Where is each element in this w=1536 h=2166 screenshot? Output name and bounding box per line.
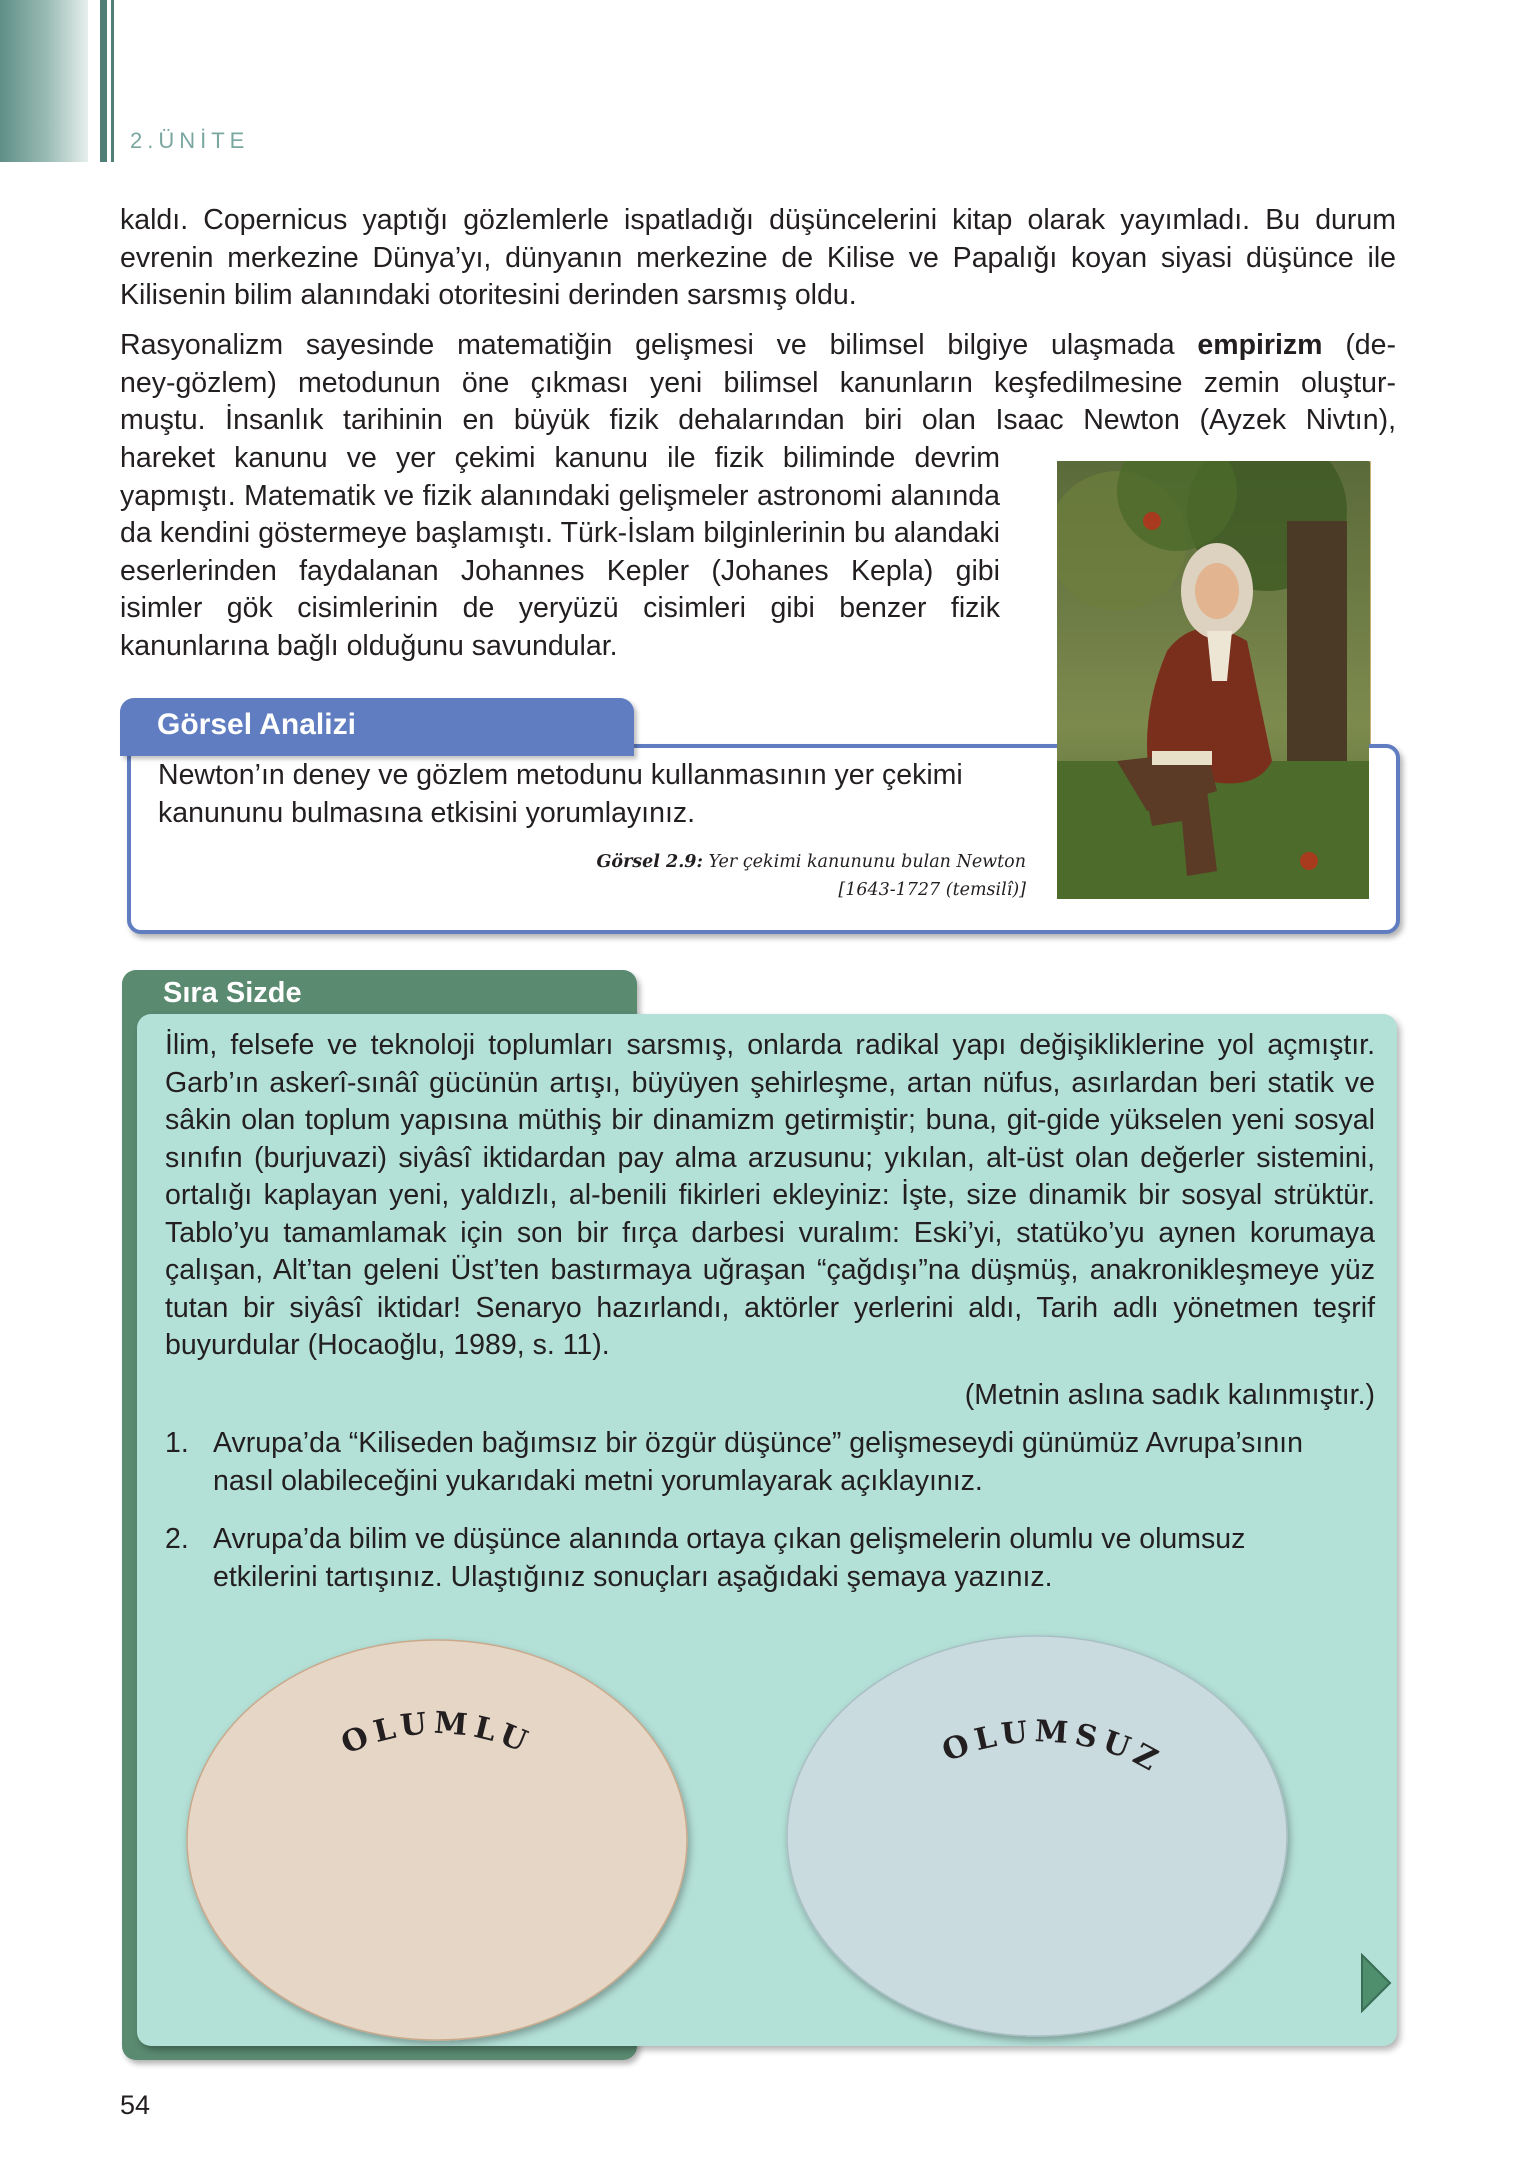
- visual-analysis-title: Görsel Analizi: [157, 708, 356, 741]
- paragraph-copernicus: kaldı. Copernicus yaptığı gözlemlerle ispatladığı düşüncelerini kitap olarak yayımladı. Bu durum evrenin merkezine Dünya’yı, dünyanın merkezine de Kilise ve Papalığı koyan siyasi düşünce ile Kilisenin bilim alanındaki otoritesini derinden sarsmış oldu.: [120, 204, 1396, 311]
- your-turn-title: Sıra Sizde: [163, 977, 302, 1009]
- visual-analysis-question: Newton’ın deney ve gözlem metodunu kullanmasının yer çekimi kanununu bulmasına etkisini yorumlayınız.: [158, 759, 963, 829]
- text-run: Rasyonalizm sayesinde matematiğin gelişmesi ve bilimsel bilgiye ulaşmada: [120, 329, 1175, 361]
- positive-oval[interactable]: [187, 1640, 687, 2040]
- page-number: 54: [120, 2090, 151, 2120]
- unit-label: 2.ÜNİTE: [130, 128, 250, 153]
- paragraph-newton: hareket kanunu ve yer çekimi kanunu ile fizik biliminde devrim yapmıştı. Matematik ve fizik alanındaki gelişmeler astronomi alanında da kendini göstermeye başlamıştı. Türk-İslam bilginlerinin bu alandaki eserlerinden faydalanan Johannes Kepler (Johanes Kepla) gibi isimler gök cisimlerinin de yeryüzü cisimleri gibi benzer fizik kanunlarına bağlı olduğunu savundular.: [120, 442, 1000, 662]
- paragraph-line: [120, 327, 1396, 365]
- question-number: 1.: [165, 1427, 189, 1459]
- your-turn-note: (Metnin aslına sadık kalınmıştır.): [964, 1379, 1375, 1411]
- header-bar: [100, 0, 107, 162]
- caption-label: Görsel 2.9:: [596, 852, 703, 872]
- paragraph-line: muştu. İnsanlık tarihinin en büyük fizik dehalarından biri olan Isaac Newton (Ayzek Nivtın),: [120, 404, 1396, 436]
- figure-caption: [560, 848, 1026, 904]
- caption-dates: [1643-1727 (temsilî)]: [838, 880, 1026, 900]
- paragraph-line: ney-gözlem) metodunun öne çıkması yeni bilimsel kanunların keşfedilmesine zemin oluştur-: [120, 366, 1396, 399]
- visual-analysis-tab: [120, 698, 634, 756]
- negative-label: OLUMSUZ: [937, 1714, 1169, 1782]
- paragraph-rationalism: [120, 327, 1396, 440]
- newton-illustration-overlay: [1057, 461, 1369, 899]
- keyword-empirizm: empirizm: [1197, 329, 1323, 361]
- question-text: Avrupa’da “Kiliseden bağımsız bir özgür düşünce” gelişmeseydi günümüz Avrupa’sının nasıl olabileceğini yukarıdaki metni yorumlayarak açıklayınız.: [213, 1427, 1303, 1497]
- question-number: 2.: [165, 1523, 189, 1555]
- negative-oval[interactable]: [787, 1636, 1287, 2036]
- caption-text: Yer çekimi kanununu bulan Newton: [708, 852, 1026, 872]
- text-run: (de-: [1322, 329, 1396, 361]
- positive-label: OLUMLU: [336, 1705, 538, 1762]
- caption-line: [560, 848, 1026, 876]
- question-text: Avrupa’da bilim ve düşünce alanında ortaya çıkan gelişmelerin olumlu ve olumsuz etkilerini tartışınız. Ulaştığınız sonuçları aşağıdaki şemaya yazınız.: [213, 1523, 1246, 1593]
- header-gradient-block: [0, 0, 88, 162]
- next-page-arrow-icon[interactable]: [1360, 1953, 1394, 2013]
- header-bar-thin: [111, 0, 114, 162]
- your-turn-quote: İlim, felsefe ve teknoloji toplumları sarsmış, onlarda radikal yapı değişikliklerine yol açmıştır. Garb’ın askerî-sınâî gücünün artışı, büyüyen şehirleşme, artan nüfus, asırlardan beri statik ve sâkin olan toplum yapısına müthiş bir dinamizm getirmiştir; buna, git-gide yükselen yeni sosyal sınıfın (burjuvazi) siyâsî iktidardan pay alma arzusunu; yıkılan, alt-üst olan değerler sistemini, ortalığı kaplayan yeni, yaldızlı, al-benili fikirleri ekleyiniz: İşte, size dinamik bir sosyal strüktür. Tablo’yu tamamlamak için son bir fırça darbesi vuralım: Eski’yi, statüko’yu aynen korumaya çalışan, Alt’tan geleni Üst’ten bastırmaya uğraşan “çağdışı”na düşmüş, anakronikleşmeye yüz tutan bir siyâsî iktidar! Senaryo hazırlandı, aktörler yerlerini aldı, Tarih adlı yönetmen teşrif buyurdular (Hocaoğlu, 1989, s. 11).: [165, 1029, 1375, 1361]
- pros-cons-diagram: [137, 1620, 1397, 2046]
